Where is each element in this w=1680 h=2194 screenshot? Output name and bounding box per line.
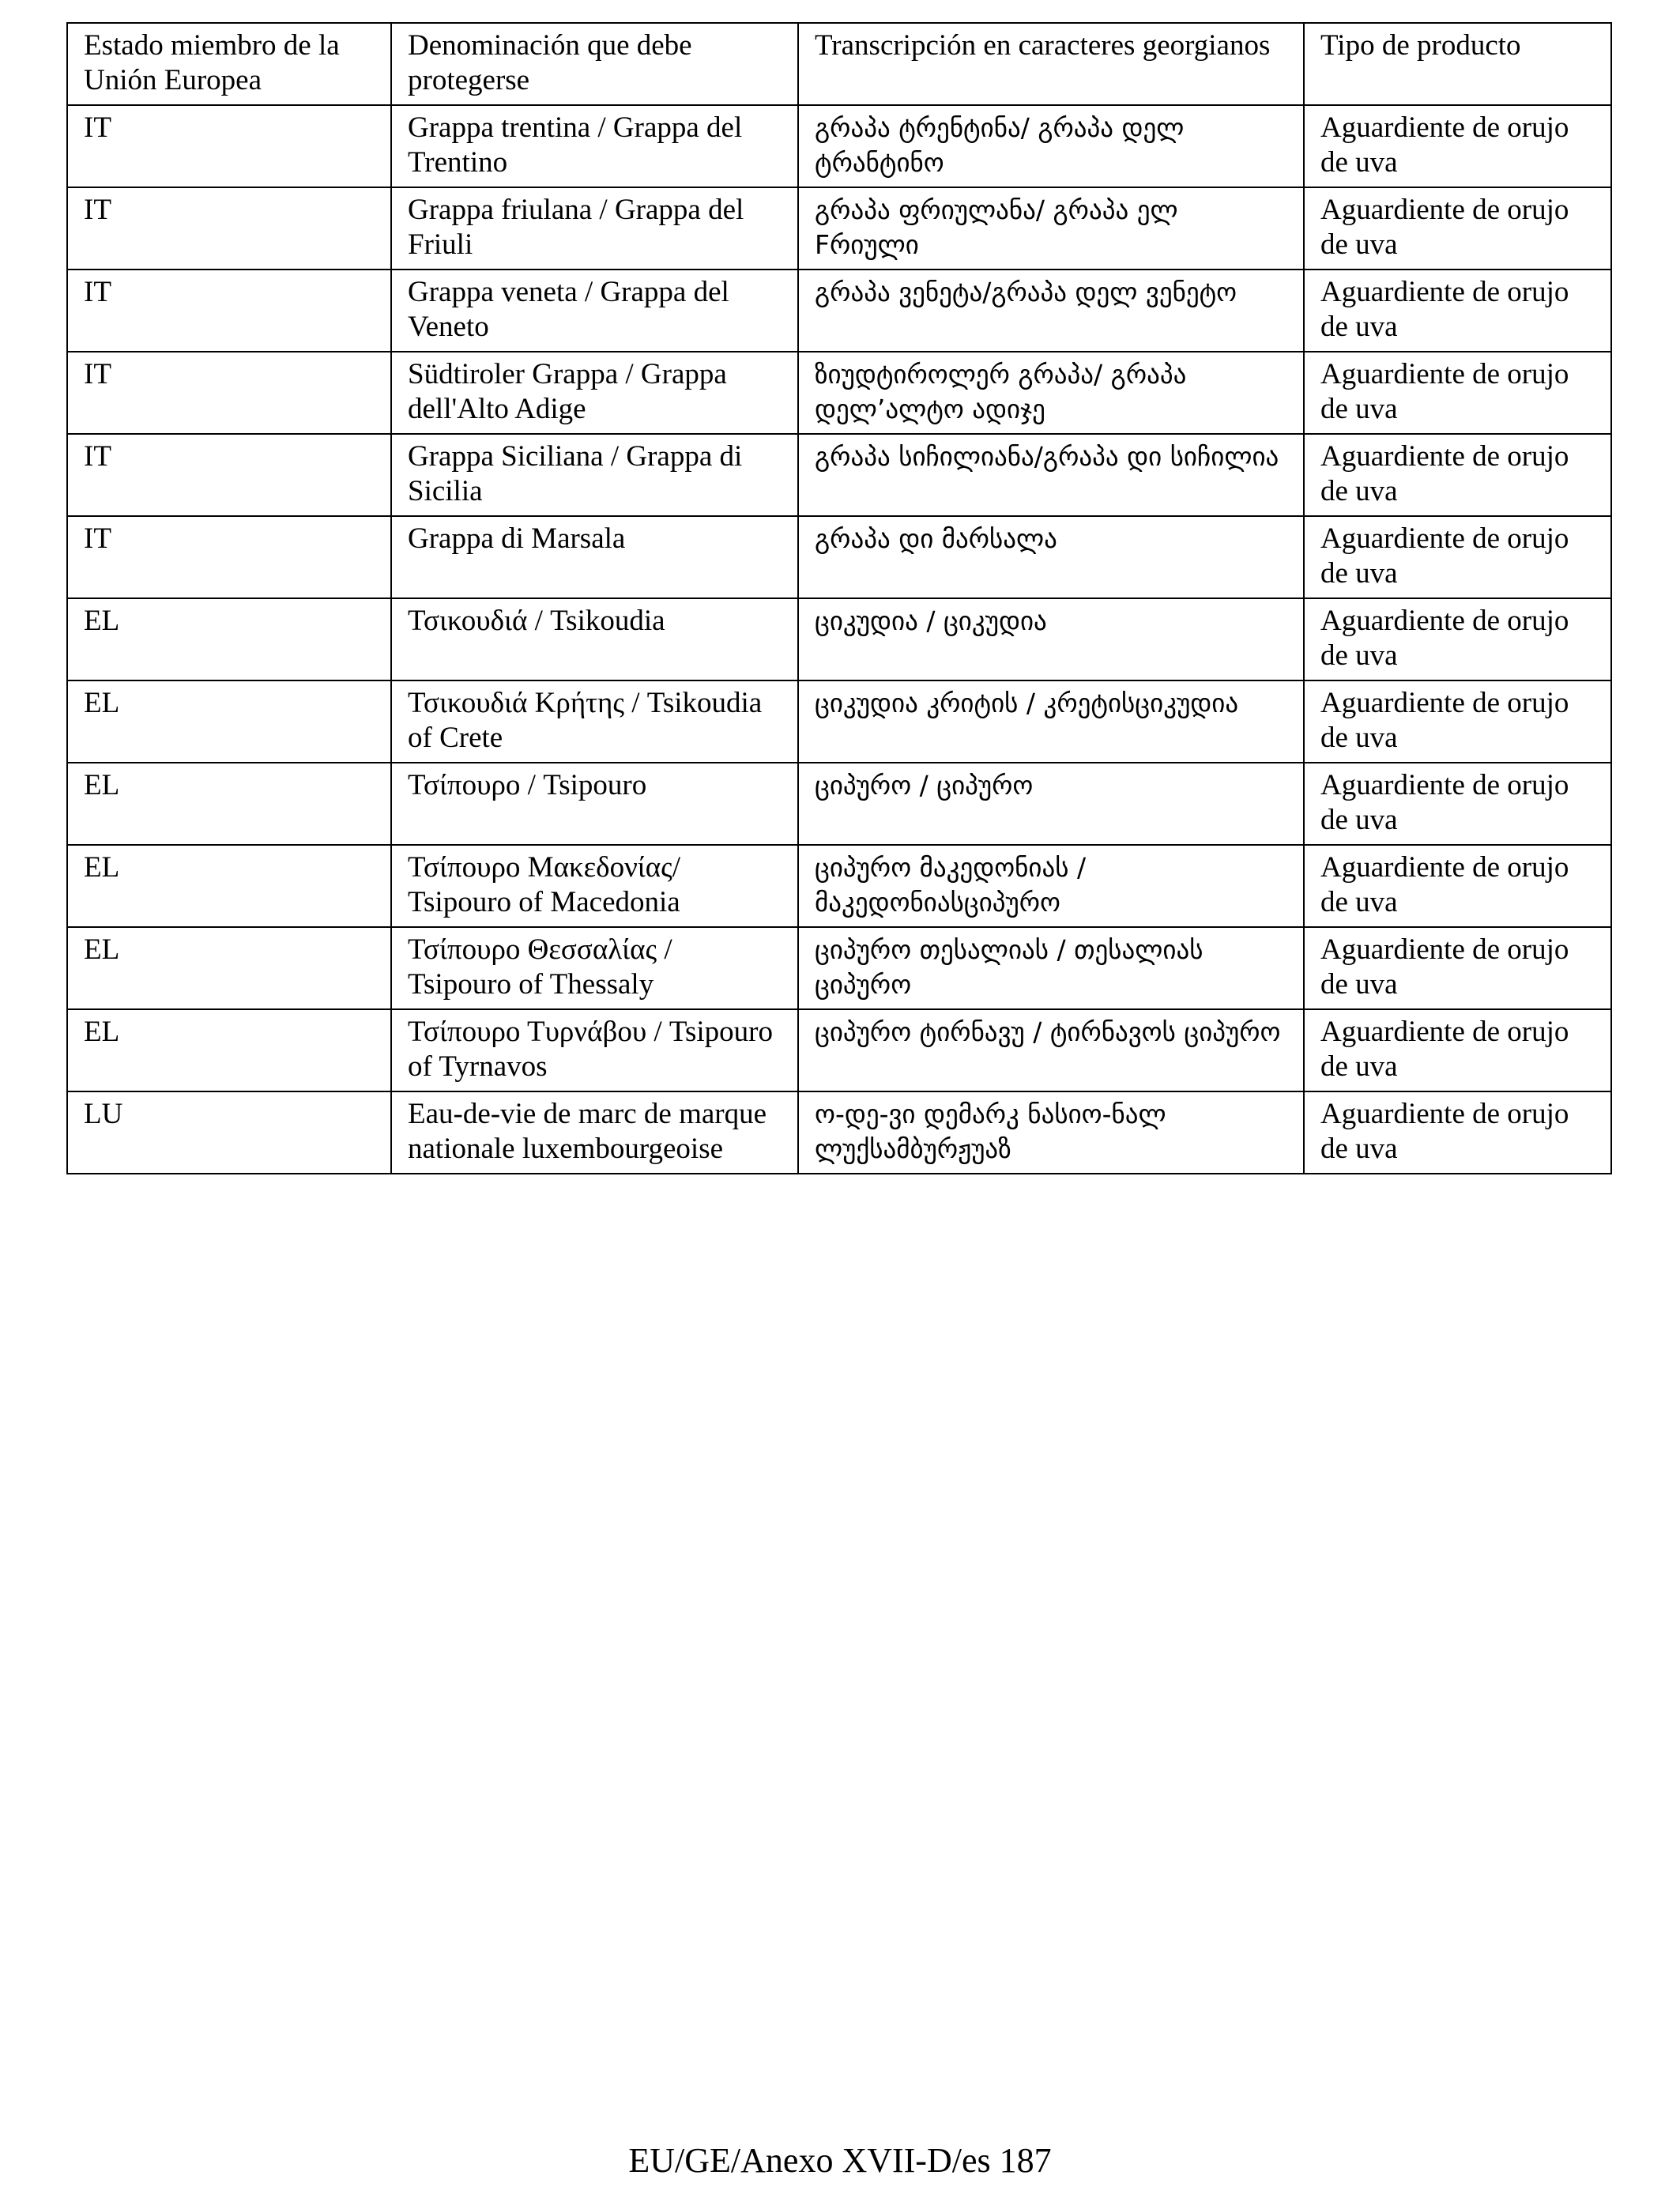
- cell-product-type: Aguardiente de orujo de uva: [1304, 1009, 1611, 1091]
- cell-georgian-transcription: ზიუდტიროლერ გრაპა/ გრაპა დელ’ალტო ადიჯე: [798, 352, 1304, 434]
- cell-designation: Eau-de-vie de marc de marque nationale luxembourgeoise: [391, 1091, 798, 1174]
- cell-product-type: Aguardiente de orujo de uva: [1304, 516, 1611, 598]
- cell-georgian-transcription: ციკუდია კრიტის / კრეტისციკუდია: [798, 680, 1304, 763]
- cell-georgian-transcription: გრაპა ფრიულანა/ გრაპა ელ Fრიული: [798, 187, 1304, 270]
- cell-product-type: Aguardiente de orujo de uva: [1304, 434, 1611, 516]
- cell-member-state: IT: [67, 105, 391, 187]
- cell-designation: Grappa friulana / Grappa del Friuli: [391, 187, 798, 270]
- cell-designation: Grappa trentina / Grappa del Trentino: [391, 105, 798, 187]
- cell-designation: Grappa Siciliana / Grappa di Sicilia: [391, 434, 798, 516]
- table-row: [67, 845, 1611, 927]
- cell-georgian-transcription: ო-დე-ვი დემარკ ნასიო-ნალ ლუქსამბურჟუაზ: [798, 1091, 1304, 1174]
- cell-product-type: Aguardiente de orujo de uva: [1304, 927, 1611, 1009]
- table-row: [67, 763, 1611, 845]
- cell-designation: Τσικουδιά Κρήτης / Tsikoudia of Crete: [391, 680, 798, 763]
- table-row: [67, 352, 1611, 434]
- header-product-type: Tipo de producto: [1304, 23, 1611, 105]
- cell-georgian-transcription: გრაპა სიჩილიანა/გრაპა დი სიჩილია: [798, 434, 1304, 516]
- table-row: [67, 1091, 1611, 1174]
- cell-member-state: IT: [67, 270, 391, 352]
- cell-product-type: Aguardiente de orujo de uva: [1304, 270, 1611, 352]
- table-row: [67, 105, 1611, 187]
- cell-georgian-transcription: ციპურო / ციპურო: [798, 763, 1304, 845]
- table-row: [67, 516, 1611, 598]
- cell-designation: Τσίπουρο Μακεδονίας/ Tsipouro of Macedonia: [391, 845, 798, 927]
- table-row: [67, 598, 1611, 680]
- header-georgian-transcription: Transcripción en caracteres georgianos: [798, 23, 1304, 105]
- header-designation: Denominación que debe protegerse: [391, 23, 798, 105]
- cell-georgian-transcription: ციპურო თესალიას / თესალიას ციპურო: [798, 927, 1304, 1009]
- cell-designation: Grappa di Marsala: [391, 516, 798, 598]
- cell-designation: Τσίπουρο Τυρνάβου / Tsipouro of Tyrnavos: [391, 1009, 798, 1091]
- cell-member-state: IT: [67, 187, 391, 270]
- cell-product-type: Aguardiente de orujo de uva: [1304, 598, 1611, 680]
- cell-product-type: Aguardiente de orujo de uva: [1304, 763, 1611, 845]
- cell-member-state: LU: [67, 1091, 391, 1174]
- cell-member-state: IT: [67, 516, 391, 598]
- cell-product-type: Aguardiente de orujo de uva: [1304, 352, 1611, 434]
- table-row: [67, 187, 1611, 270]
- table-row: [67, 270, 1611, 352]
- page-footer-label: EU/GE/Anexo XVII-D/es 187: [628, 2141, 1052, 2180]
- cell-product-type: Aguardiente de orujo de uva: [1304, 187, 1611, 270]
- cell-member-state: EL: [67, 927, 391, 1009]
- cell-georgian-transcription: ციპურო მაკედონიას / მაკედონიასციპურო: [798, 845, 1304, 927]
- cell-georgian-transcription: გრაპა დი მარსალა: [798, 516, 1304, 598]
- cell-product-type: Aguardiente de orujo de uva: [1304, 1091, 1611, 1174]
- cell-member-state: EL: [67, 1009, 391, 1091]
- cell-designation: Τσικουδιά / Tsikoudia: [391, 598, 798, 680]
- table-row: [67, 434, 1611, 516]
- cell-member-state: EL: [67, 763, 391, 845]
- table-row: [67, 680, 1611, 763]
- cell-member-state: IT: [67, 352, 391, 434]
- cell-product-type: Aguardiente de orujo de uva: [1304, 105, 1611, 187]
- cell-member-state: IT: [67, 434, 391, 516]
- header-member-state: Estado miembro de la Unión Europea: [67, 23, 391, 105]
- cell-georgian-transcription: ციპურო ტირნავუ / ტირნავოს ციპურო: [798, 1009, 1304, 1091]
- table-header-row: [67, 23, 1611, 105]
- table-row: [67, 927, 1611, 1009]
- cell-designation: Τσίπουρο / Tsipouro: [391, 763, 798, 845]
- cell-georgian-transcription: გრაპა ტრენტინა/ გრაპა დელ ტრანტინო: [798, 105, 1304, 187]
- cell-member-state: EL: [67, 680, 391, 763]
- cell-georgian-transcription: ციკუდია / ციკუდია: [798, 598, 1304, 680]
- cell-georgian-transcription: გრაპა ვენეტა/გრაპა დელ ვენეტო: [798, 270, 1304, 352]
- cell-product-type: Aguardiente de orujo de uva: [1304, 845, 1611, 927]
- designations-table: [66, 22, 1612, 1174]
- cell-member-state: EL: [67, 845, 391, 927]
- cell-designation: Τσίπουρο Θεσσαλίας / Tsipouro of Thessaly: [391, 927, 798, 1009]
- cell-designation: Grappa veneta / Grappa del Veneto: [391, 270, 798, 352]
- cell-designation: Südtiroler Grappa / Grappa dell'Alto Adige: [391, 352, 798, 434]
- cell-product-type: Aguardiente de orujo de uva: [1304, 680, 1611, 763]
- table-row: [67, 1009, 1611, 1091]
- cell-member-state: EL: [67, 598, 391, 680]
